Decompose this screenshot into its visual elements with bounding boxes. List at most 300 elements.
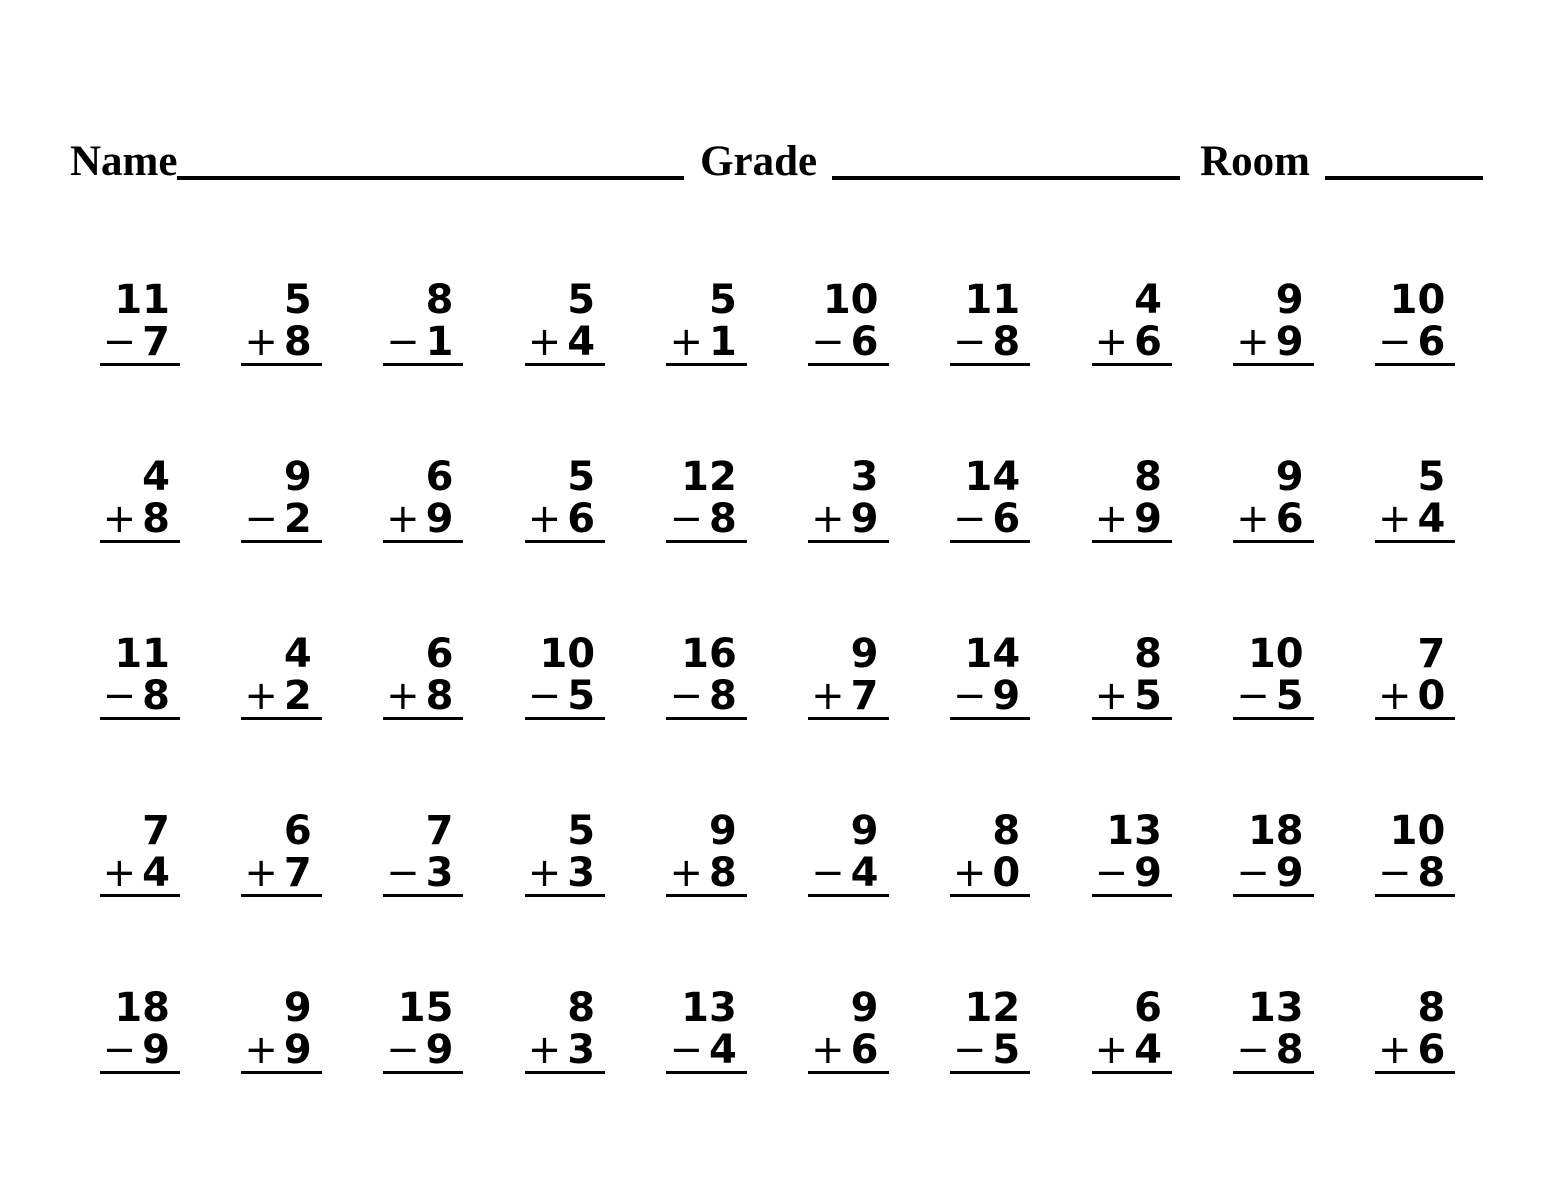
- bottom-operand: 6: [850, 1027, 879, 1073]
- problem-cell: [1344, 810, 1486, 897]
- top-operand: 8: [1417, 985, 1446, 1031]
- bottom-operand-row: [525, 1029, 605, 1074]
- bottom-operand-row: [383, 498, 463, 543]
- operator-sign: −: [1094, 850, 1129, 896]
- operator-sign: +: [1236, 496, 1270, 542]
- top-operand: 9: [850, 985, 879, 1031]
- operator-sign: +: [1236, 319, 1270, 365]
- top-operand: 18: [114, 985, 171, 1031]
- bottom-operand-row: [383, 675, 463, 720]
- top-operand: 11: [114, 277, 171, 323]
- math-problem: [241, 987, 321, 1074]
- math-problem: [525, 810, 605, 897]
- math-problem: [1092, 279, 1172, 366]
- problem-cell: [1344, 279, 1486, 366]
- bottom-operand: 8: [283, 319, 312, 365]
- math-problem: [666, 456, 746, 543]
- operator-sign: +: [1377, 1027, 1412, 1073]
- math-problem: [383, 279, 463, 366]
- bottom-operand-row: [1375, 321, 1455, 366]
- math-problem: [1092, 810, 1172, 897]
- bottom-operand-row: [950, 321, 1030, 366]
- operator-sign: +: [386, 496, 420, 542]
- top-operand: 4: [1134, 277, 1162, 323]
- bottom-operand: 8: [142, 496, 171, 542]
- bottom-operand: 6: [567, 496, 596, 542]
- bottom-operand-row: [100, 852, 180, 897]
- bottom-operand: 3: [567, 850, 596, 896]
- problem-cell: [352, 279, 494, 366]
- bottom-operand: 9: [283, 1027, 312, 1073]
- operator-sign: −: [952, 673, 987, 719]
- math-problem: [1375, 987, 1455, 1074]
- top-operand: 7: [142, 808, 171, 854]
- bottom-operand-row: [808, 321, 888, 366]
- bottom-operand-row: [808, 675, 888, 720]
- bottom-operand-row: [666, 675, 746, 720]
- bottom-operand: 6: [1134, 319, 1162, 365]
- math-problem: [950, 456, 1030, 543]
- math-problem: [1233, 633, 1313, 720]
- bottom-operand: 5: [567, 673, 596, 719]
- top-operand: 9: [850, 808, 879, 854]
- math-problem: [1233, 810, 1313, 897]
- problem-cell: [636, 810, 778, 897]
- top-operand: 11: [964, 277, 1021, 323]
- operator-sign: −: [102, 673, 137, 719]
- bottom-operand: 7: [850, 673, 879, 719]
- bottom-operand: 8: [1275, 1027, 1304, 1073]
- math-problem: [383, 633, 463, 720]
- operator-sign: −: [952, 496, 987, 542]
- bottom-operand: 1: [708, 319, 737, 365]
- math-problem: [1233, 456, 1313, 543]
- operator-sign: +: [102, 496, 137, 542]
- problem-cell: [1061, 987, 1203, 1074]
- operator-sign: −: [386, 1027, 420, 1073]
- bottom-operand-row: [1092, 321, 1172, 366]
- operator-sign: +: [1094, 496, 1129, 542]
- math-problem: [100, 279, 180, 366]
- top-operand: 6: [1134, 985, 1162, 1031]
- bottom-operand-row: [383, 852, 463, 897]
- top-operand: 10: [1389, 277, 1446, 323]
- math-problem: [241, 456, 321, 543]
- math-problem: [1375, 633, 1455, 720]
- bottom-operand: 5: [992, 1027, 1021, 1073]
- operator-sign: +: [811, 1027, 845, 1073]
- math-problem: [808, 633, 888, 720]
- top-operand: 8: [992, 808, 1021, 854]
- math-problem: [1375, 279, 1455, 366]
- bottom-operand-row: [1233, 675, 1313, 720]
- problem-cell: [1061, 810, 1203, 897]
- operator-sign: +: [1094, 319, 1129, 365]
- problem-cell: [919, 456, 1061, 543]
- math-problem: [666, 810, 746, 897]
- problem-cell: [211, 279, 353, 366]
- bottom-operand: 1: [425, 319, 454, 365]
- top-operand: 6: [425, 454, 454, 500]
- math-problem: [950, 810, 1030, 897]
- bottom-operand-row: [666, 321, 746, 366]
- bottom-operand: 8: [708, 673, 737, 719]
- bottom-operand-row: [808, 498, 888, 543]
- bottom-operand-row: [1375, 1029, 1455, 1074]
- operator-sign: −: [952, 319, 987, 365]
- problem-cell: [919, 810, 1061, 897]
- worksheet-header: [70, 138, 1483, 186]
- math-problem: [525, 987, 605, 1074]
- bottom-operand: 9: [850, 496, 879, 542]
- math-problem: [1375, 810, 1455, 897]
- top-operand: 7: [1417, 631, 1446, 677]
- bottom-operand-row: [1375, 852, 1455, 897]
- problem-cell: [1203, 810, 1345, 897]
- math-problem: [1092, 456, 1172, 543]
- operator-sign: +: [102, 850, 137, 896]
- top-operand: 10: [1247, 631, 1304, 677]
- bottom-operand-row: [525, 321, 605, 366]
- problem-cell: [636, 633, 778, 720]
- problem-cell: [1061, 456, 1203, 543]
- top-operand: 4: [283, 631, 312, 677]
- math-problem: [808, 810, 888, 897]
- problem-cell: [1203, 633, 1345, 720]
- bottom-operand: 5: [1275, 673, 1304, 719]
- bottom-operand: 9: [1134, 850, 1162, 896]
- top-operand: 9: [283, 454, 312, 500]
- bottom-operand-row: [950, 1029, 1030, 1074]
- top-operand: 5: [708, 277, 737, 323]
- operator-sign: +: [527, 850, 562, 896]
- top-operand: 9: [1275, 454, 1304, 500]
- bottom-operand: 3: [567, 1027, 596, 1073]
- math-problem: [808, 987, 888, 1074]
- top-operand: 14: [964, 454, 1021, 500]
- top-operand: 10: [1389, 808, 1446, 854]
- top-operand: 5: [567, 454, 596, 500]
- bottom-operand: 8: [425, 673, 454, 719]
- operator-sign: +: [1377, 673, 1412, 719]
- problem-cell: [494, 456, 636, 543]
- bottom-operand: 7: [142, 319, 171, 365]
- top-operand: 5: [283, 277, 312, 323]
- grade-label: Grade: [700, 138, 818, 185]
- math-problem: [950, 279, 1030, 366]
- bottom-operand: 6: [992, 496, 1021, 542]
- operator-sign: −: [1236, 850, 1270, 896]
- bottom-operand: 9: [1275, 850, 1304, 896]
- bottom-operand: 9: [142, 1027, 171, 1073]
- bottom-operand-row: [1233, 498, 1313, 543]
- math-problem: [1233, 279, 1313, 366]
- bottom-operand: 9: [1134, 496, 1162, 542]
- top-operand: 13: [1106, 808, 1162, 854]
- problem-cell: [211, 633, 353, 720]
- bottom-operand: 7: [283, 850, 312, 896]
- operator-sign: +: [244, 850, 278, 896]
- top-operand: 13: [1247, 985, 1304, 1031]
- bottom-operand: 4: [708, 1027, 737, 1073]
- operator-sign: −: [386, 319, 420, 365]
- bottom-operand-row: [1092, 852, 1172, 897]
- problem-cell: [919, 633, 1061, 720]
- bottom-operand: 9: [1275, 319, 1304, 365]
- top-operand: 8: [425, 277, 454, 323]
- bottom-operand-row: [241, 1029, 321, 1074]
- problem-cell: [1344, 987, 1486, 1074]
- math-problem: [666, 633, 746, 720]
- operator-sign: +: [1377, 496, 1412, 542]
- problem-cell: [352, 810, 494, 897]
- problem-cell: [69, 279, 211, 366]
- bottom-operand: 4: [1134, 1027, 1162, 1073]
- problem-cell: [777, 279, 919, 366]
- math-problem: [383, 810, 463, 897]
- grade-blank-line[interactable]: [832, 176, 1180, 180]
- problem-cell: [494, 987, 636, 1074]
- math-problem: [241, 279, 321, 366]
- top-operand: 10: [539, 631, 596, 677]
- math-problem: [100, 810, 180, 897]
- bottom-operand-row: [950, 498, 1030, 543]
- bottom-operand: 9: [425, 1027, 454, 1073]
- bottom-operand: 5: [1134, 673, 1162, 719]
- problem-cell: [919, 279, 1061, 366]
- bottom-operand-row: [808, 852, 888, 897]
- bottom-operand-row: [1092, 1029, 1172, 1074]
- bottom-operand: 2: [283, 496, 312, 542]
- problem-cell: [636, 456, 778, 543]
- bottom-operand-row: [525, 498, 605, 543]
- bottom-operand: 8: [1417, 850, 1446, 896]
- operator-sign: +: [244, 1027, 278, 1073]
- math-problem: [1092, 633, 1172, 720]
- bottom-operand-row: [241, 852, 321, 897]
- bottom-operand-row: [241, 498, 321, 543]
- top-operand: 12: [681, 454, 737, 500]
- bottom-operand-row: [100, 1029, 180, 1074]
- problem-cell: [1061, 633, 1203, 720]
- problem-cell: [494, 810, 636, 897]
- math-problem: [1092, 987, 1172, 1074]
- top-operand: 4: [142, 454, 171, 500]
- problem-cell: [636, 279, 778, 366]
- math-problem: [383, 987, 463, 1074]
- math-problem: [100, 987, 180, 1074]
- top-operand: 5: [1417, 454, 1446, 500]
- bottom-operand-row: [1233, 852, 1313, 897]
- operator-sign: −: [669, 673, 703, 719]
- problem-cell: [211, 987, 353, 1074]
- operator-sign: +: [244, 673, 278, 719]
- bottom-operand-row: [383, 1029, 463, 1074]
- bottom-operand: 4: [567, 319, 596, 365]
- problem-cell: [777, 633, 919, 720]
- operator-sign: −: [102, 1027, 137, 1073]
- top-operand: 15: [397, 985, 454, 1031]
- top-operand: 18: [1247, 808, 1304, 854]
- operator-sign: −: [1377, 850, 1412, 896]
- bottom-operand-row: [1092, 675, 1172, 720]
- bottom-operand-row: [100, 498, 180, 543]
- bottom-operand: 2: [283, 673, 312, 719]
- operator-sign: +: [952, 850, 987, 896]
- problem-cell: [777, 987, 919, 1074]
- operator-sign: −: [1377, 319, 1412, 365]
- operator-sign: +: [1094, 673, 1129, 719]
- math-problem: [808, 279, 888, 366]
- math-problem: [950, 987, 1030, 1074]
- bottom-operand-row: [100, 321, 180, 366]
- problem-cell: [1344, 456, 1486, 543]
- bottom-operand: 0: [1417, 673, 1446, 719]
- problem-cell: [211, 810, 353, 897]
- bottom-operand: 9: [425, 496, 454, 542]
- bottom-operand: 6: [1417, 1027, 1446, 1073]
- bottom-operand: 4: [850, 850, 879, 896]
- bottom-operand: 8: [142, 673, 171, 719]
- bottom-operand-row: [950, 675, 1030, 720]
- top-operand: 12: [964, 985, 1021, 1031]
- operator-sign: +: [669, 319, 703, 365]
- problem-cell: [636, 987, 778, 1074]
- bottom-operand-row: [1233, 1029, 1313, 1074]
- problem-cell: [1203, 279, 1345, 366]
- problem-cell: [1061, 279, 1203, 366]
- name-blank-line[interactable]: [177, 176, 684, 180]
- bottom-operand: 3: [425, 850, 454, 896]
- top-operand: 6: [283, 808, 312, 854]
- operator-sign: −: [527, 673, 562, 719]
- bottom-operand-row: [241, 321, 321, 366]
- math-problem: [525, 633, 605, 720]
- top-operand: 6: [425, 631, 454, 677]
- problem-cell: [69, 987, 211, 1074]
- problem-cell: [69, 810, 211, 897]
- operator-sign: +: [527, 1027, 562, 1073]
- bottom-operand-row: [100, 675, 180, 720]
- operator-sign: −: [1236, 1027, 1270, 1073]
- bottom-operand-row: [950, 852, 1030, 897]
- bottom-operand-row: [666, 852, 746, 897]
- top-operand: 8: [1134, 631, 1162, 677]
- math-problem: [241, 810, 321, 897]
- problem-cell: [1203, 987, 1345, 1074]
- bottom-operand-row: [1233, 321, 1313, 366]
- bottom-operand: 8: [992, 319, 1021, 365]
- top-operand: 7: [425, 808, 454, 854]
- problem-cell: [494, 279, 636, 366]
- top-operand: 8: [567, 985, 596, 1031]
- bottom-operand-row: [666, 1029, 746, 1074]
- top-operand: 13: [681, 985, 737, 1031]
- problem-cell: [919, 987, 1061, 1074]
- top-operand: 3: [850, 454, 879, 500]
- bottom-operand-row: [666, 498, 746, 543]
- bottom-operand-row: [525, 675, 605, 720]
- operator-sign: +: [1094, 1027, 1129, 1073]
- operator-sign: −: [244, 496, 278, 542]
- operator-sign: −: [811, 850, 845, 896]
- problem-cell: [352, 633, 494, 720]
- operator-sign: −: [102, 319, 137, 365]
- bottom-operand: 6: [1275, 496, 1304, 542]
- bottom-operand: 4: [142, 850, 171, 896]
- top-operand: 8: [1134, 454, 1162, 500]
- operator-sign: +: [244, 319, 278, 365]
- operator-sign: −: [669, 1027, 703, 1073]
- math-problem: [808, 456, 888, 543]
- bottom-operand: 6: [850, 319, 879, 365]
- bottom-operand-row: [1375, 675, 1455, 720]
- problem-cell: [494, 633, 636, 720]
- problems-grid: [69, 279, 1486, 1074]
- math-problem: [666, 279, 746, 366]
- bottom-operand-row: [1092, 498, 1172, 543]
- top-operand: 5: [567, 277, 596, 323]
- math-problem: [950, 633, 1030, 720]
- operator-sign: −: [952, 1027, 987, 1073]
- bottom-operand: 0: [992, 850, 1021, 896]
- operator-sign: −: [811, 319, 845, 365]
- problem-cell: [777, 456, 919, 543]
- room-label: Room: [1200, 138, 1310, 185]
- operator-sign: +: [669, 850, 703, 896]
- bottom-operand: 4: [1417, 496, 1446, 542]
- problem-cell: [1203, 456, 1345, 543]
- top-operand: 9: [708, 808, 737, 854]
- room-blank-line[interactable]: [1325, 176, 1483, 180]
- math-problem: [100, 633, 180, 720]
- bottom-operand-row: [808, 1029, 888, 1074]
- top-operand: 5: [567, 808, 596, 854]
- problem-cell: [352, 456, 494, 543]
- operator-sign: +: [811, 673, 845, 719]
- operator-sign: −: [386, 850, 420, 896]
- operator-sign: −: [1236, 673, 1270, 719]
- problem-cell: [69, 456, 211, 543]
- top-operand: 14: [964, 631, 1021, 677]
- math-problem: [100, 456, 180, 543]
- top-operand: 9: [1275, 277, 1304, 323]
- bottom-operand: 8: [708, 850, 737, 896]
- math-problem: [383, 456, 463, 543]
- bottom-operand: 9: [992, 673, 1021, 719]
- top-operand: 16: [681, 631, 737, 677]
- problem-cell: [211, 456, 353, 543]
- bottom-operand-row: [1375, 498, 1455, 543]
- math-problem: [1233, 987, 1313, 1074]
- bottom-operand-row: [383, 321, 463, 366]
- bottom-operand-row: [241, 675, 321, 720]
- problem-cell: [352, 987, 494, 1074]
- problem-cell: [69, 633, 211, 720]
- bottom-operand: 8: [708, 496, 737, 542]
- operator-sign: +: [386, 673, 420, 719]
- operator-sign: +: [811, 496, 845, 542]
- bottom-operand: 6: [1417, 319, 1446, 365]
- bottom-operand-row: [525, 852, 605, 897]
- math-problem: [666, 987, 746, 1074]
- problem-cell: [777, 810, 919, 897]
- operator-sign: −: [669, 496, 703, 542]
- top-operand: 10: [822, 277, 879, 323]
- top-operand: 9: [283, 985, 312, 1031]
- math-problem: [1375, 456, 1455, 543]
- math-problem: [241, 633, 321, 720]
